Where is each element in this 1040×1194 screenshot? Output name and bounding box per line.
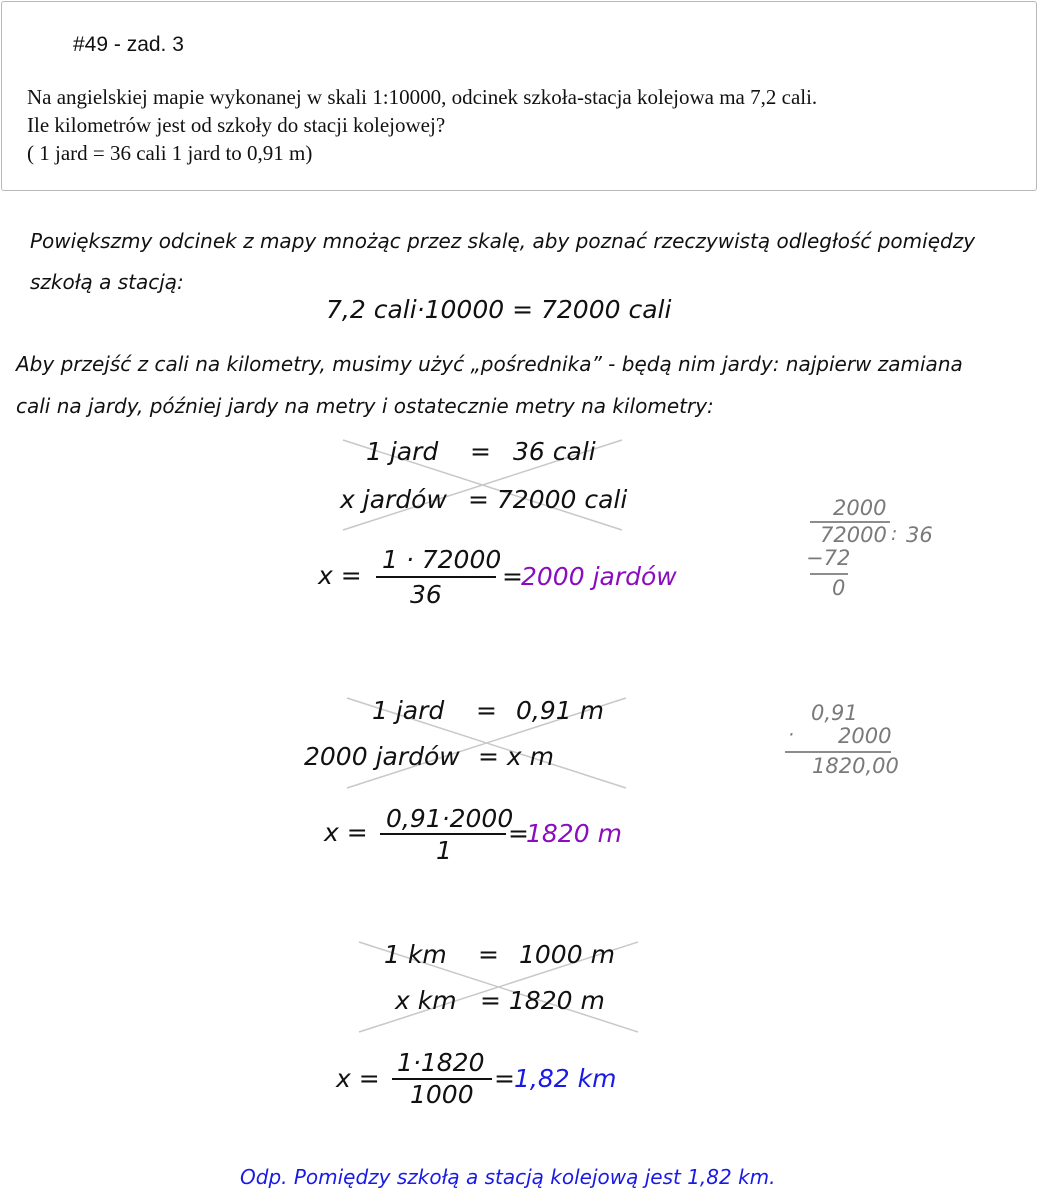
p1-numerator: 1 · 72000 xyxy=(382,545,502,574)
task-number: #49 - zad. 3 xyxy=(73,33,184,56)
div-divisor: 36 xyxy=(906,523,933,547)
p1-equals: = xyxy=(502,562,523,591)
intro-1-line-1: Powiększmy odcinek z mapy mnożąc przez skalę, aby poznać rzeczywistą odległość pomiędzy xyxy=(30,229,976,253)
div-quotient: 2000 xyxy=(833,496,887,520)
p1-denominator: 36 xyxy=(410,580,442,609)
p1-row1-equals: = xyxy=(470,437,491,466)
p1-result: 2000 jardów xyxy=(521,562,677,591)
task-box xyxy=(1,1,1037,191)
div-colon: : xyxy=(891,523,898,545)
p2-row1-right: 0,91 m xyxy=(516,696,604,725)
p2-row1-equals: = xyxy=(476,696,497,725)
p2-row2-left: 2000 jardów xyxy=(304,742,460,771)
intro-2-line-1: Aby przejść z cali na kilometry, musimy użyć „pośrednika” - będą nim jardy: najpierw zamiana xyxy=(16,352,963,376)
p1-fraction-bar xyxy=(376,576,496,578)
p3-result: 1,82 km xyxy=(514,1064,617,1093)
p3-row1-equals: = xyxy=(478,940,499,969)
p3-x-label: x = xyxy=(336,1064,380,1093)
mul-dot: · xyxy=(788,724,795,746)
p2-result: 1820 m xyxy=(526,819,622,848)
final-answer: Odp. Pomiędzy szkołą a stacją kolejową jest 1,82 km. xyxy=(240,1165,776,1189)
mul-result: 1820,00 xyxy=(812,754,899,778)
p3-denominator: 1000 xyxy=(410,1080,474,1109)
p1-row1-right: 36 cali xyxy=(513,437,596,466)
p2-row1-left: 1 jard xyxy=(372,696,445,725)
p3-numerator: 1·1820 xyxy=(397,1048,485,1077)
div-subtrahend: −72 xyxy=(806,546,851,570)
p1-row1-left: 1 jard xyxy=(366,437,439,466)
p2-row2-right: = x m xyxy=(478,742,554,771)
scale-equation: 7,2 cali·10000 = 72000 cali xyxy=(326,295,672,324)
p1-x-label: x = xyxy=(318,561,362,590)
task-line-2: Ile kilometrów jest od szkoły do stacji kolejowej? xyxy=(27,113,446,137)
p3-equals: = xyxy=(494,1064,515,1093)
p3-row2-right: = 1820 m xyxy=(480,986,605,1015)
intro-2-line-2: cali na jardy, później jardy na metry i ostatecznie metry na kilometry: xyxy=(16,394,714,418)
mul-bar xyxy=(785,751,891,753)
task-line-3: ( 1 jard = 36 cali 1 jard to 0,91 m) xyxy=(27,141,313,165)
p2-numerator: 0,91·2000 xyxy=(386,804,514,833)
p2-denominator: 1 xyxy=(436,836,452,865)
mul-factor-a: 0,91 xyxy=(811,701,858,725)
mul-factor-b: 2000 xyxy=(838,724,892,748)
p1-row2-right: = 72000 cali xyxy=(468,485,628,514)
p1-row2-left: x jardów xyxy=(340,485,447,514)
intro-1-line-2: szkołą a stacją: xyxy=(30,270,184,294)
div-dividend: 72000 xyxy=(820,523,887,547)
div-sub-bar xyxy=(810,573,848,575)
div-remainder: 0 xyxy=(832,576,846,600)
task-line-1: Na angielskiej mapie wykonanej w skali 1:10000, odcinek szkoła-stacja kolejowa ma 7,2 cali. xyxy=(27,85,818,109)
p2-equals: = xyxy=(508,819,529,848)
p2-fraction-bar xyxy=(380,833,506,835)
p3-row1-right: 1000 m xyxy=(519,940,615,969)
p3-row1-left: 1 km xyxy=(384,940,447,969)
p3-row2-left: x km xyxy=(395,986,457,1015)
p2-x-label: x = xyxy=(324,818,368,847)
